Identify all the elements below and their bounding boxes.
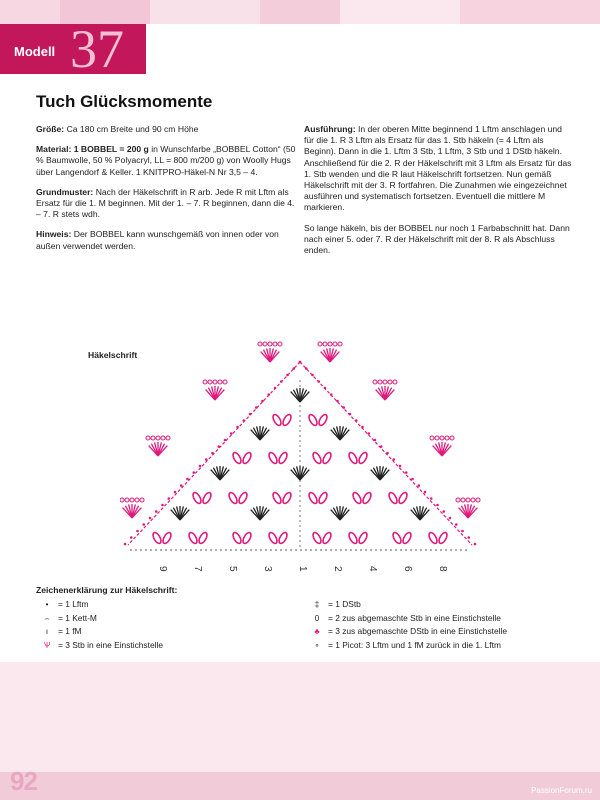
row-number-label: 9 (157, 566, 168, 572)
chain-stitch-mark (167, 497, 170, 500)
ausfuehrung-label: Ausführung: (304, 124, 356, 134)
leaf-mark (197, 531, 208, 544)
legend-item (36, 639, 163, 653)
leaf-mark (347, 531, 358, 544)
groesse-text: Ca 180 cm Breite und 90 cm Höhe (66, 124, 199, 134)
legend-text: = 1 fM (58, 626, 82, 637)
chain-stitch-mark (449, 517, 452, 520)
grundmuster-paragraph (36, 187, 298, 221)
chain-stitch-mark (155, 510, 158, 513)
chain-stitch-mark (461, 530, 464, 533)
picot-mark (258, 342, 262, 346)
row-number-label: 5 (227, 566, 238, 572)
picot-mark (393, 380, 397, 384)
diagram-title: Häkelschrift (88, 350, 138, 360)
hinweis-paragraph (36, 229, 298, 251)
leaf-mark (351, 491, 362, 504)
chain-stitch-mark (161, 504, 164, 507)
leaf-mark (321, 531, 332, 544)
leaf-mark (311, 531, 322, 544)
picot-mark (161, 436, 165, 440)
leaf-mark (391, 531, 402, 544)
grundmuster-text: Nach der Häkelschrift in R arb. Jede R mit Lftm als Ersatz für die 1. M beginnen. Mit der 1. – 7. R beginnen, dann die 4. – 7. R stets wdh. (36, 186, 295, 220)
picot-mark (318, 342, 322, 346)
legend-item (306, 625, 507, 639)
legend-symbol: ∘ (314, 640, 320, 650)
picot-mark (213, 380, 217, 384)
ausfuehrung-paragraph (304, 124, 574, 214)
chain-stitch-mark (230, 432, 233, 435)
chain-stitch-mark (130, 536, 133, 539)
picot-mark (378, 380, 382, 384)
legend-text: = 1 Kett-M (58, 612, 97, 623)
finish-paragraph: So lange häkeln, bis der BOBBEL nur noch 1 Farbabschnitt hat. Dann nach einer 5. oder 7. R der Häkelschrift mit der 8. R als Abschluss enden. (304, 222, 570, 256)
picot-mark (273, 342, 277, 346)
picot-mark (278, 342, 282, 346)
legend-symbol: ♣ (314, 627, 320, 637)
chain-stitch-mark (417, 484, 420, 487)
row-number-label: 6 (402, 566, 413, 572)
watermark: PassionForum.ru (531, 786, 592, 795)
chain-stitch-mark (174, 491, 177, 494)
material-paragraph (36, 144, 298, 178)
leaf-mark (307, 491, 318, 504)
leaf-mark (387, 491, 398, 504)
picot-mark (430, 436, 434, 440)
picot-mark (333, 342, 337, 346)
chain-stitch-mark (467, 536, 470, 539)
page-title: Tuch Glücksmomente (36, 92, 213, 111)
picot-mark (130, 498, 134, 502)
chain-stitch-mark (424, 491, 427, 494)
picot-mark (456, 498, 460, 502)
leaf-mark (357, 451, 368, 464)
grundmuster-label: Grundmuster: (36, 186, 94, 197)
legend-text: = 1 Lftm (58, 599, 89, 610)
instructions-left-column (36, 124, 298, 261)
picot-mark (146, 436, 150, 440)
leaf-mark (227, 491, 238, 504)
picot-mark (218, 380, 222, 384)
leaf-mark (241, 531, 252, 544)
legend-symbol: ⌢ (44, 613, 50, 623)
leaf-mark (281, 413, 292, 426)
legend-title: Zeichenerklärung zur Häkelschrift: (36, 585, 178, 595)
legend-right (306, 598, 507, 652)
legend-item (306, 612, 507, 626)
crochet-chart (120, 340, 500, 575)
leaf-mark (311, 451, 322, 464)
picot-mark (476, 498, 480, 502)
row-number-label: 7 (192, 566, 203, 572)
groesse-paragraph (36, 124, 298, 135)
picot-mark (203, 380, 207, 384)
leaf-mark (151, 531, 162, 544)
chain-stitch-mark (192, 471, 195, 474)
picot-mark (166, 436, 170, 440)
chain-stitch-mark (436, 504, 439, 507)
chain-stitch-mark (442, 510, 445, 513)
picot-mark (151, 436, 155, 440)
picot-mark (466, 498, 470, 502)
instructions-right-column (304, 124, 574, 265)
material-text: in Wunschfarbe „BOBBEL Cotton“ (50 % Baumwolle, 50 % Polyacryl, LL = 800 m/200 g) von Woolly Hugs über Langendorf & Keller. 1 KNITPRO-Häkel-N Nr 3,5 – 4. (36, 144, 296, 177)
leaf-mark (357, 531, 368, 544)
hinweis-label: Hinweis: (36, 229, 72, 240)
leaf-mark (267, 451, 278, 464)
chain-stitch-mark (474, 543, 477, 546)
picot-mark (125, 498, 129, 502)
legend-item (306, 639, 507, 653)
picot-mark (120, 498, 124, 502)
chain-stitch-mark (430, 497, 433, 500)
picot-mark (208, 380, 212, 384)
chain-stitch-mark (124, 543, 127, 546)
picot-mark (268, 342, 272, 346)
chain-stitch-mark (367, 432, 370, 435)
chain-stitch-mark (455, 523, 458, 526)
legend-symbol: ı (45, 627, 49, 637)
groesse-label: Größe: (36, 124, 65, 134)
picot-mark (223, 380, 227, 384)
picot-mark (338, 342, 342, 346)
leaf-mark (201, 491, 212, 504)
leaf-mark (231, 531, 242, 544)
row-number-label: 4 (367, 566, 378, 572)
leaf-mark (237, 491, 248, 504)
leaf-mark (361, 491, 372, 504)
picot-mark (471, 498, 475, 502)
legend-symbol: Ѱ (43, 640, 51, 650)
leaf-mark (321, 451, 332, 464)
chain-stitch-mark (142, 523, 145, 526)
leaf-mark (427, 531, 438, 544)
legend-item (306, 598, 507, 612)
legend-text: = 3 zus abgemaschte DStb in eine Einstichstelle (328, 626, 507, 637)
leaf-mark (277, 531, 288, 544)
chain-stitch-mark (405, 471, 408, 474)
picot-mark (383, 380, 387, 384)
legend-item (36, 598, 163, 612)
leaf-mark (271, 491, 282, 504)
picot-mark (440, 436, 444, 440)
material-label: Material: 1 BOBBEL = 200 g (36, 144, 149, 155)
row-number-label: 1 (297, 566, 308, 572)
model-label: Modell (14, 44, 56, 59)
picot-mark (135, 498, 139, 502)
leaf-mark (317, 491, 328, 504)
picot-mark (388, 380, 392, 384)
legend-text: = 3 Stb in eine Einstichstelle (58, 639, 163, 650)
hinweis-text: Der BOBBEL kann wunschgemäß von innen oder von außen verwendet werden. (36, 229, 279, 251)
legend-text: = 1 DStb (328, 599, 361, 610)
chain-stitch-mark (136, 530, 139, 533)
model-number: 37 (70, 19, 124, 79)
chain-stitch-mark (149, 517, 152, 520)
leaf-mark (307, 413, 318, 426)
picot-mark (323, 342, 327, 346)
leaf-mark (267, 531, 278, 544)
page-number: 92 (10, 766, 37, 796)
chain-stitch-mark (199, 465, 202, 468)
picot-mark (373, 380, 377, 384)
leaf-mark (271, 413, 282, 426)
leaf-mark (317, 413, 328, 426)
legend-item (36, 625, 163, 639)
legend-item (36, 612, 163, 626)
picot-mark (156, 436, 160, 440)
picot-mark (328, 342, 332, 346)
leaf-mark (401, 531, 412, 544)
picot-mark (450, 436, 454, 440)
picot-mark (445, 436, 449, 440)
bottom-strip (0, 772, 600, 800)
leaf-mark (231, 451, 242, 464)
picot-mark (263, 342, 267, 346)
row-number-label: 3 (262, 566, 273, 572)
leaf-mark (277, 451, 288, 464)
row-number-label: 8 (437, 566, 448, 572)
legend-symbol: • (45, 600, 49, 610)
leaf-mark (187, 531, 198, 544)
picot-mark (140, 498, 144, 502)
leaf-mark (397, 491, 408, 504)
picot-mark (461, 498, 465, 502)
chain-stitch-mark (180, 484, 183, 487)
ausfuehrung-text: In der oberen Mitte beginnend 1 Lftm anschlagen und für die 1. R 3 Lftm als Ersatz für das 1. Stb häkeln (= 4 Lftm als Beginn). Dann in die 1. Lftm 3 Stb, 1 Lftm, 3 Stb und 1 DStb häkeln. Anschließend für die 2. R der Häkelschrift mit 3 Lftm als Ersatz für das 1. Stb wenden und die R laut Häkelschrift fortsetzen. Nun gemäß Häkelschrift mit der 3. R fortfahren. Die Zunahmen wie eingezeichnet ausführen und systematisch fortsetzen. Eventuell die mittlere M markieren. (304, 124, 572, 213)
legend-left (36, 598, 163, 652)
leaf-mark (437, 531, 448, 544)
leaf-mark (347, 451, 358, 464)
legend-text: = 1 Picot: 3 Lftm und 1 fM zurück in die 1. Lftm (328, 639, 501, 650)
leaf-mark (161, 531, 172, 544)
legend-symbol: 0 (314, 613, 320, 623)
row-number-label: 2 (332, 566, 343, 572)
leaf-mark (191, 491, 202, 504)
picot-mark (435, 436, 439, 440)
chain-stitch-mark (399, 465, 402, 468)
leaf-mark (281, 491, 292, 504)
legend-text: = 2 zus abgemaschte Stb in eine Einstichstelle (328, 612, 501, 623)
leaf-mark (241, 451, 252, 464)
legend-symbol: ‡ (314, 600, 320, 610)
